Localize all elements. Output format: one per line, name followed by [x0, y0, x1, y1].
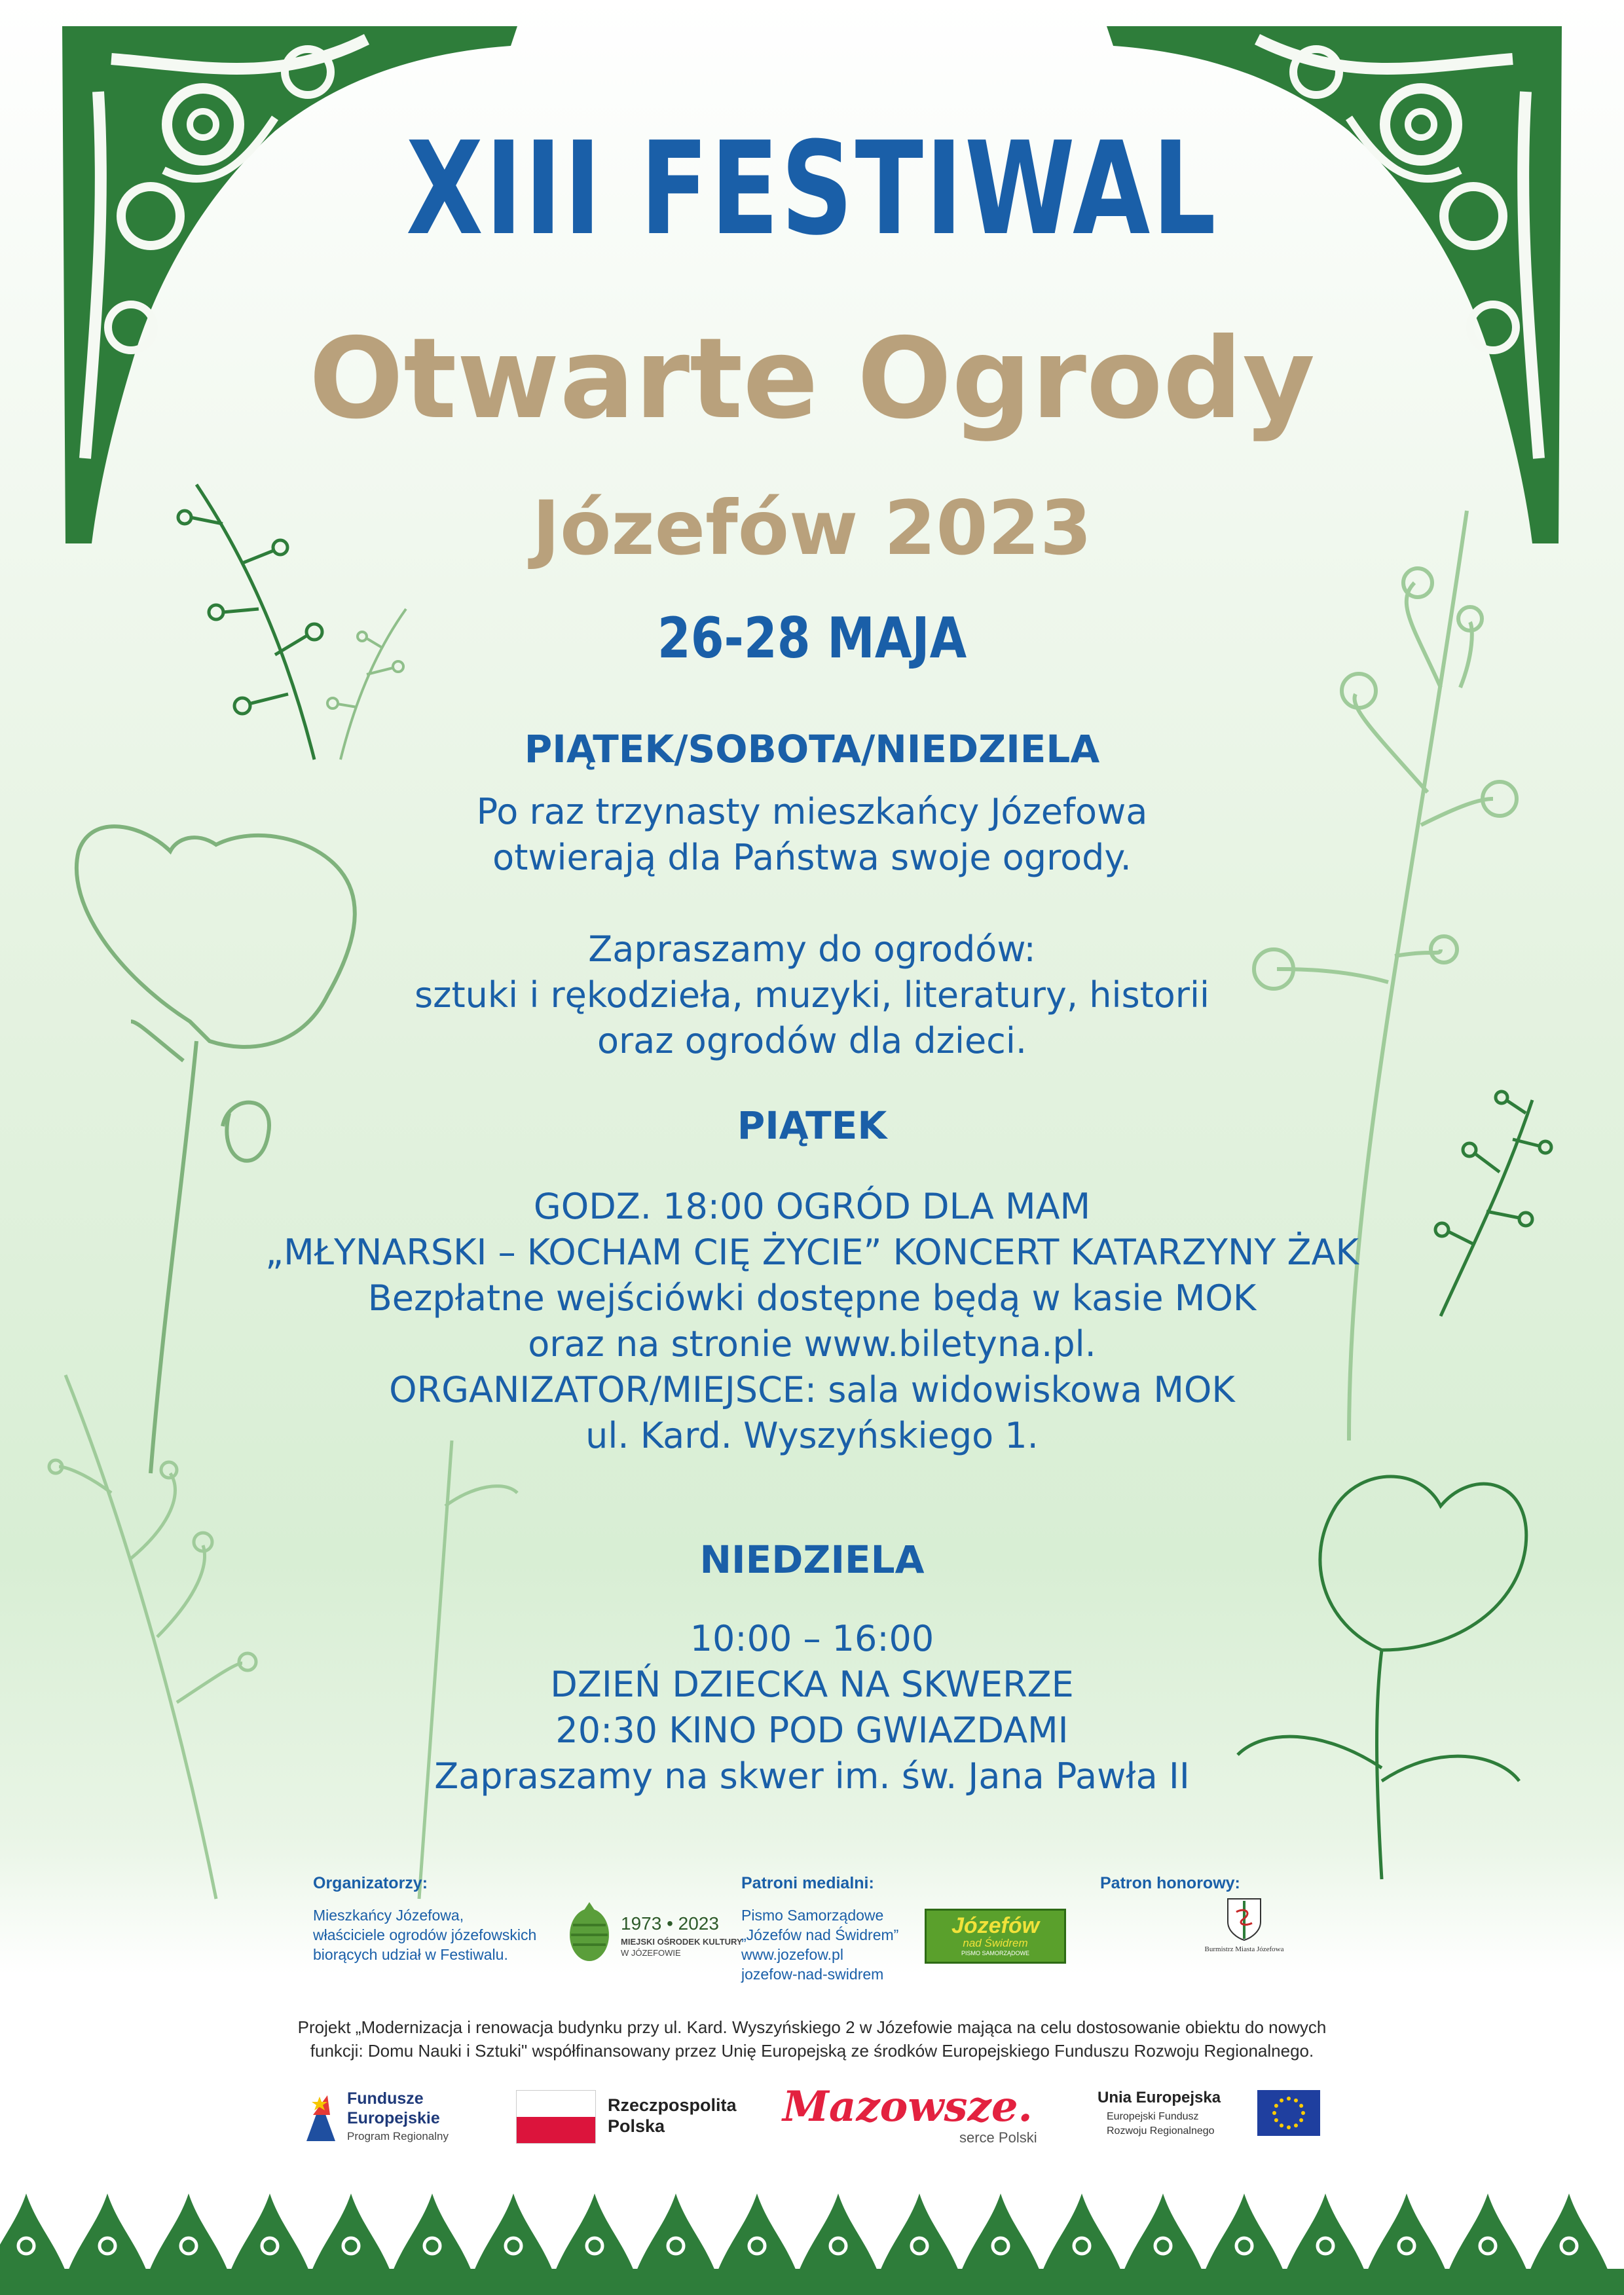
- border-scallop-icon: [0, 2194, 65, 2271]
- border-scallop-icon: [68, 2194, 147, 2271]
- project-description: [0, 2015, 1624, 2063]
- fe-line3: Program Regionalny: [347, 2130, 449, 2142]
- burmistrz-crest: [1192, 1896, 1297, 1961]
- project-line: Projekt „Modernizacja i renowacja budynku przy ul. Kard. Wyszyńskiego 2 w Józefowie mająca na celu dostosowanie obiektu do nowych: [297, 2017, 1327, 2037]
- coat-of-arms-icon: [1225, 1896, 1264, 1941]
- organizers-line: właściciele ogrodów józefowskich: [313, 1926, 537, 1943]
- friday-line: ORGANIZATOR/MIEJSCE: sala widowiskowa MOK: [389, 1369, 1235, 1410]
- media-line: Pismo Samorządowe: [741, 1907, 884, 1924]
- intro-line: Zapraszamy do ogrodów:: [588, 928, 1036, 970]
- fe-line2: Europejskie: [347, 2109, 440, 2127]
- border-scallop-icon: [880, 2194, 959, 2271]
- friday-text: [0, 1184, 1624, 1459]
- mok-years: 1973 • 2023: [621, 1913, 719, 1934]
- pinecone-icon: [563, 1899, 616, 1964]
- border-scallop-icon: [637, 2194, 715, 2271]
- border-scallop-icon: [1449, 2194, 1527, 2271]
- intro-line: otwierają dla Państwa swoje ogrody.: [492, 837, 1132, 878]
- sunday-line: Zapraszamy na skwer im. św. Jana Pawła II: [434, 1755, 1190, 1797]
- intro-spacer: [0, 881, 1624, 927]
- sunday-heading: NIEDZIELA: [699, 1537, 925, 1582]
- polish-flag-icon: [516, 2090, 596, 2144]
- media-text: [741, 1905, 898, 1984]
- sunday-line: DZIEŃ DZIECKA NA SKWERZE: [550, 1664, 1074, 1705]
- festival-dates: 26-28 MAJA: [657, 606, 967, 671]
- fe-star-icon: [301, 2089, 341, 2144]
- mazowsze-wordmark: Mazowsze.: [783, 2082, 1033, 2131]
- mok-name-2: W JÓZEFOWIE: [621, 1948, 681, 1958]
- media-line: www.jozefow.pl: [741, 1946, 843, 1963]
- ue-line2: Europejski Fundusz: [1107, 2111, 1199, 2122]
- friday-line: ul. Kard. Wyszyńskiego 1.: [585, 1415, 1039, 1456]
- border-scallop-icon: [799, 2194, 877, 2271]
- border-scallop-icon: [1367, 2194, 1446, 2271]
- intro-line: Po raz trzynasty mieszkańcy Józefowa: [476, 791, 1148, 832]
- border-scallop-icon: [718, 2194, 796, 2271]
- intro-line: oraz ogrodów dla dzieci.: [597, 1020, 1027, 1061]
- jozefow-magazine-logo: [925, 1909, 1066, 1964]
- eu-star-icon: [1294, 2123, 1298, 2127]
- media-label: Patroni medialni:: [741, 1874, 874, 1892]
- border-scallop-icon: [1043, 2194, 1121, 2271]
- friday-line: GODZ. 18:00 OGRÓD DLA MAM: [533, 1186, 1091, 1227]
- eu-star-icon: [1299, 2104, 1303, 2108]
- organizers-line: biorących udział w Festiwalu.: [313, 1946, 508, 1963]
- sunday-line: 10:00 – 16:00: [690, 1618, 934, 1659]
- jozefow-logo-tag: PISMO SAMORZĄDOWE: [961, 1950, 1029, 1956]
- border-scallop-icon: [474, 2194, 553, 2271]
- eu-star-icon: [1294, 2099, 1298, 2102]
- mazowsze-tagline: serce Polski: [959, 2129, 1037, 2146]
- fundusze-europejskie-logo: [301, 2085, 498, 2148]
- honorary-label: Patron honorowy:: [1100, 1874, 1240, 1892]
- eu-star-icon: [1299, 2118, 1303, 2122]
- border-scallop-icon: [961, 2194, 1040, 2271]
- project-line: funkcji: Domu Nauki i Sztuki" współfinansowany przez Unię Europejską ze środków Europejskiego Funduszu Rozwoju Regionalnego.: [310, 2041, 1314, 2061]
- eu-star-icon: [1280, 2123, 1283, 2127]
- organizers-label: Organizatorzy:: [313, 1874, 428, 1892]
- eu-star-icon: [1287, 2125, 1291, 2129]
- mok-name-1: MIEJSKI OŚRODEK KULTURY: [621, 1937, 743, 1947]
- jozefow-logo-title: Józefów: [951, 1913, 1040, 1938]
- border-scallop-icon: [231, 2194, 309, 2271]
- border-scallop-icon: [1124, 2194, 1202, 2271]
- media-line: „Józefów nad Świdrem”: [741, 1926, 899, 1943]
- ue-line1: Unia Europejska: [1098, 2089, 1221, 2106]
- rzeczpospolita-logo: [516, 2090, 752, 2146]
- festival-title: XIII FESTIWAL: [406, 115, 1218, 264]
- border-scallop-icon: [1286, 2194, 1365, 2271]
- main-title: Otwarte Ogrody: [308, 314, 1316, 444]
- eu-star-icon: [1280, 2099, 1283, 2102]
- border-scallop-icon: [555, 2194, 634, 2271]
- friday-line: Bezpłatne wejściówki dostępne będą w kasie MOK: [367, 1277, 1257, 1319]
- sunday-text: [0, 1616, 1624, 1799]
- sunday-line: 20:30 KINO POD GWIAZDAMI: [555, 1710, 1069, 1751]
- eu-star-icon: [1301, 2111, 1305, 2115]
- ue-line3: Rozwoju Regionalnego: [1107, 2125, 1215, 2137]
- mok-logo: [563, 1899, 753, 1971]
- jozefow-logo-sub: nad Świdrem: [963, 1937, 1028, 1949]
- eu-star-icon: [1274, 2118, 1278, 2122]
- border-scallop-icon: [312, 2194, 390, 2271]
- burmistrz-caption: Burmistrz Miasta Józefowa: [1204, 1945, 1284, 1953]
- friday-line: oraz na stronie www.biletyna.pl.: [528, 1323, 1096, 1365]
- unia-europejska-logo: [1098, 2086, 1333, 2148]
- eu-star-icon: [1274, 2104, 1278, 2108]
- eu-star-icon: [1287, 2097, 1291, 2101]
- organizers-line: Mieszkańcy Józefowa,: [313, 1907, 464, 1924]
- rp-line2: Polska: [608, 2116, 665, 2136]
- border-scallop-icon: [1530, 2194, 1608, 2271]
- media-line: jozefow-nad-swidrem: [741, 1966, 884, 1983]
- subtitle: Józefów 2023: [532, 485, 1092, 572]
- friday-line: „MŁYNARSKI – KOCHAM CIĘ ŻYCIE” KONCERT KATARZYNY ŻAK: [265, 1232, 1359, 1273]
- intro-heading: PIĄTEK/SOBOTA/NIEDZIELA: [524, 727, 1100, 771]
- intro-line: sztuki i rękodzieła, muzyki, literatury, historii: [415, 974, 1209, 1016]
- friday-heading: PIĄTEK: [737, 1103, 887, 1148]
- fe-line1: Fundusze: [347, 2089, 424, 2108]
- eu-star-icon: [1272, 2111, 1276, 2115]
- border-scallop-icon: [393, 2194, 471, 2271]
- border-scallop-icon: [1205, 2194, 1283, 2271]
- border-scallop-icon: [149, 2194, 228, 2271]
- rp-line1: Rzeczpospolita: [608, 2095, 737, 2115]
- intro-text: [0, 789, 1624, 1064]
- mazowsze-logo: [783, 2082, 1058, 2148]
- eu-flag-icon: [1257, 2090, 1320, 2136]
- organizers-text: [313, 1905, 536, 1964]
